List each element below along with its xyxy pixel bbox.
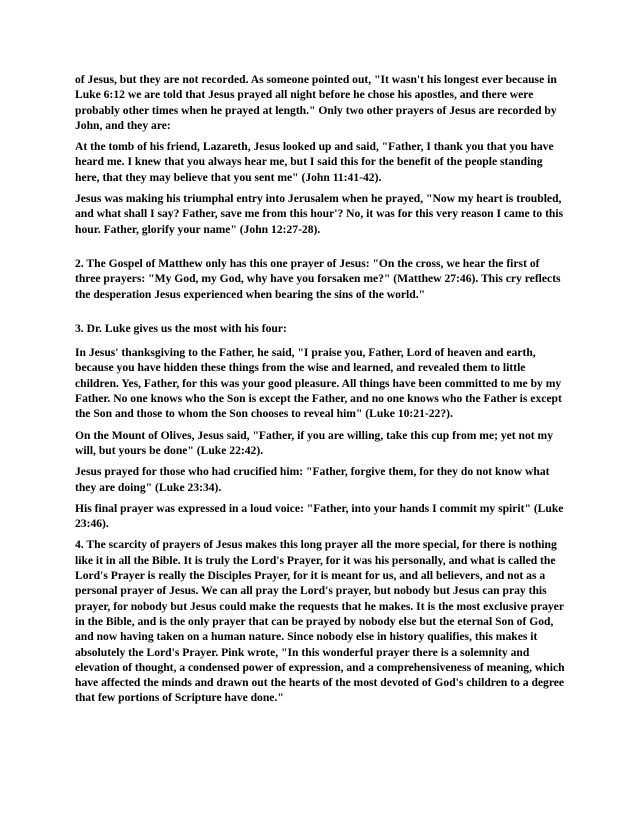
- paragraph-jerusalem-prayer: Jesus was making his triumphal entry into Jerusalem when he prayed, "Now my heart is troubled, and what shall I say? Father, save me from this hour'? No, it was for this very reason I came to this hour. Father, glorify your name" (John 12:27-28).: [75, 192, 564, 236]
- paragraph-john-intro: of Jesus, but they are not recorded. As someone pointed out, "It wasn't his longest ever because in Luke 6:12 we are told that Jesus prayed all night before he chose his apostles, and there were probably other times when he prayed at length." Only two other prayers of Jesus are recorded by John, and they are:: [75, 73, 557, 132]
- paragraph-lords-prayer: 4. The scarcity of prayers of Jesus makes this long prayer all the more special, for there is nothing like it in all the Bible. It is truly the Lord's Prayer, for it was his personally, and what is called the Lord's Prayer is really the Disciples Prayer, for it is meant for us, and all believers, and not as a personal prayer of Jesus. We can all pray the Lord's prayer, but nobody but Jesus can pray this prayer, for nobody but Jesus could make the requests that he makes. It is the most exclusive prayer in the Bible, and is the only prayer that can be prayed by nobody else but the eternal Son of God, and now having taken on a human nature. Since nobody else in history qualifies, this makes it absolutely the Lord's Prayer. Pink wrote, "In this wonderful prayer there is a solemnity and elevation of thought, a condensed power of expression, and a comprehensiveness of meaning, which have affected the minds and drawn out the hearts of the most devoted of God's children to a degree that few portions of Scripture have done.": [75, 538, 565, 705]
- paragraph-luke-heading: 3. Dr. Luke gives us the most with his four:: [75, 321, 287, 335]
- paragraph-mount-of-olives: On the Mount of Olives, Jesus said, "Father, if you are willing, take this cup from me; yet not my will, but yours be done" (Luke 22:42).: [75, 428, 554, 457]
- paragraph-lazarus-prayer: At the tomb of his friend, Lazareth, Jesus looked up and said, "Father, I thank you that you have heard me. I knew that you always hear me, but I said this for the benefit of the people standing here, that they may believe that you sent me" (John 11:41-42).: [75, 140, 554, 184]
- page-body: [75, 72, 565, 712]
- paragraph-matthew-prayer: 2. The Gospel of Matthew only has this one prayer of Jesus: "On the cross, we hear the first of three prayers: "My God, my God, why have you forsaken me?" (Matthew 27:46). This cry reflects the desperation Jesus experienced when bearing the sins of the world.": [75, 256, 561, 301]
- paragraph-luke-thanksgiving: In Jesus' thanksgiving to the Father, he said, "I praise you, Father, Lord of heaven and earth, because you have hidden these things from the wise and learned, and revealed them to little children. Yes, Father, for this was your good pleasure. All things have been committed to me by my Father. No one knows who the Son is except the Father, and no one knows who the Father is except the Son and those to whom the Son chooses to reveal him" (Luke 10:21-22?).: [75, 346, 562, 421]
- paragraph-final-prayer: His final prayer was expressed in a loud voice: "Father, into your hands I commit my spirit" (Luke 23:46).: [75, 501, 564, 531]
- paragraph-forgive-them: Jesus prayed for those who had crucified him: "Father, forgive them, for they do not know what they are doing" (Luke 23:34).: [75, 465, 550, 494]
